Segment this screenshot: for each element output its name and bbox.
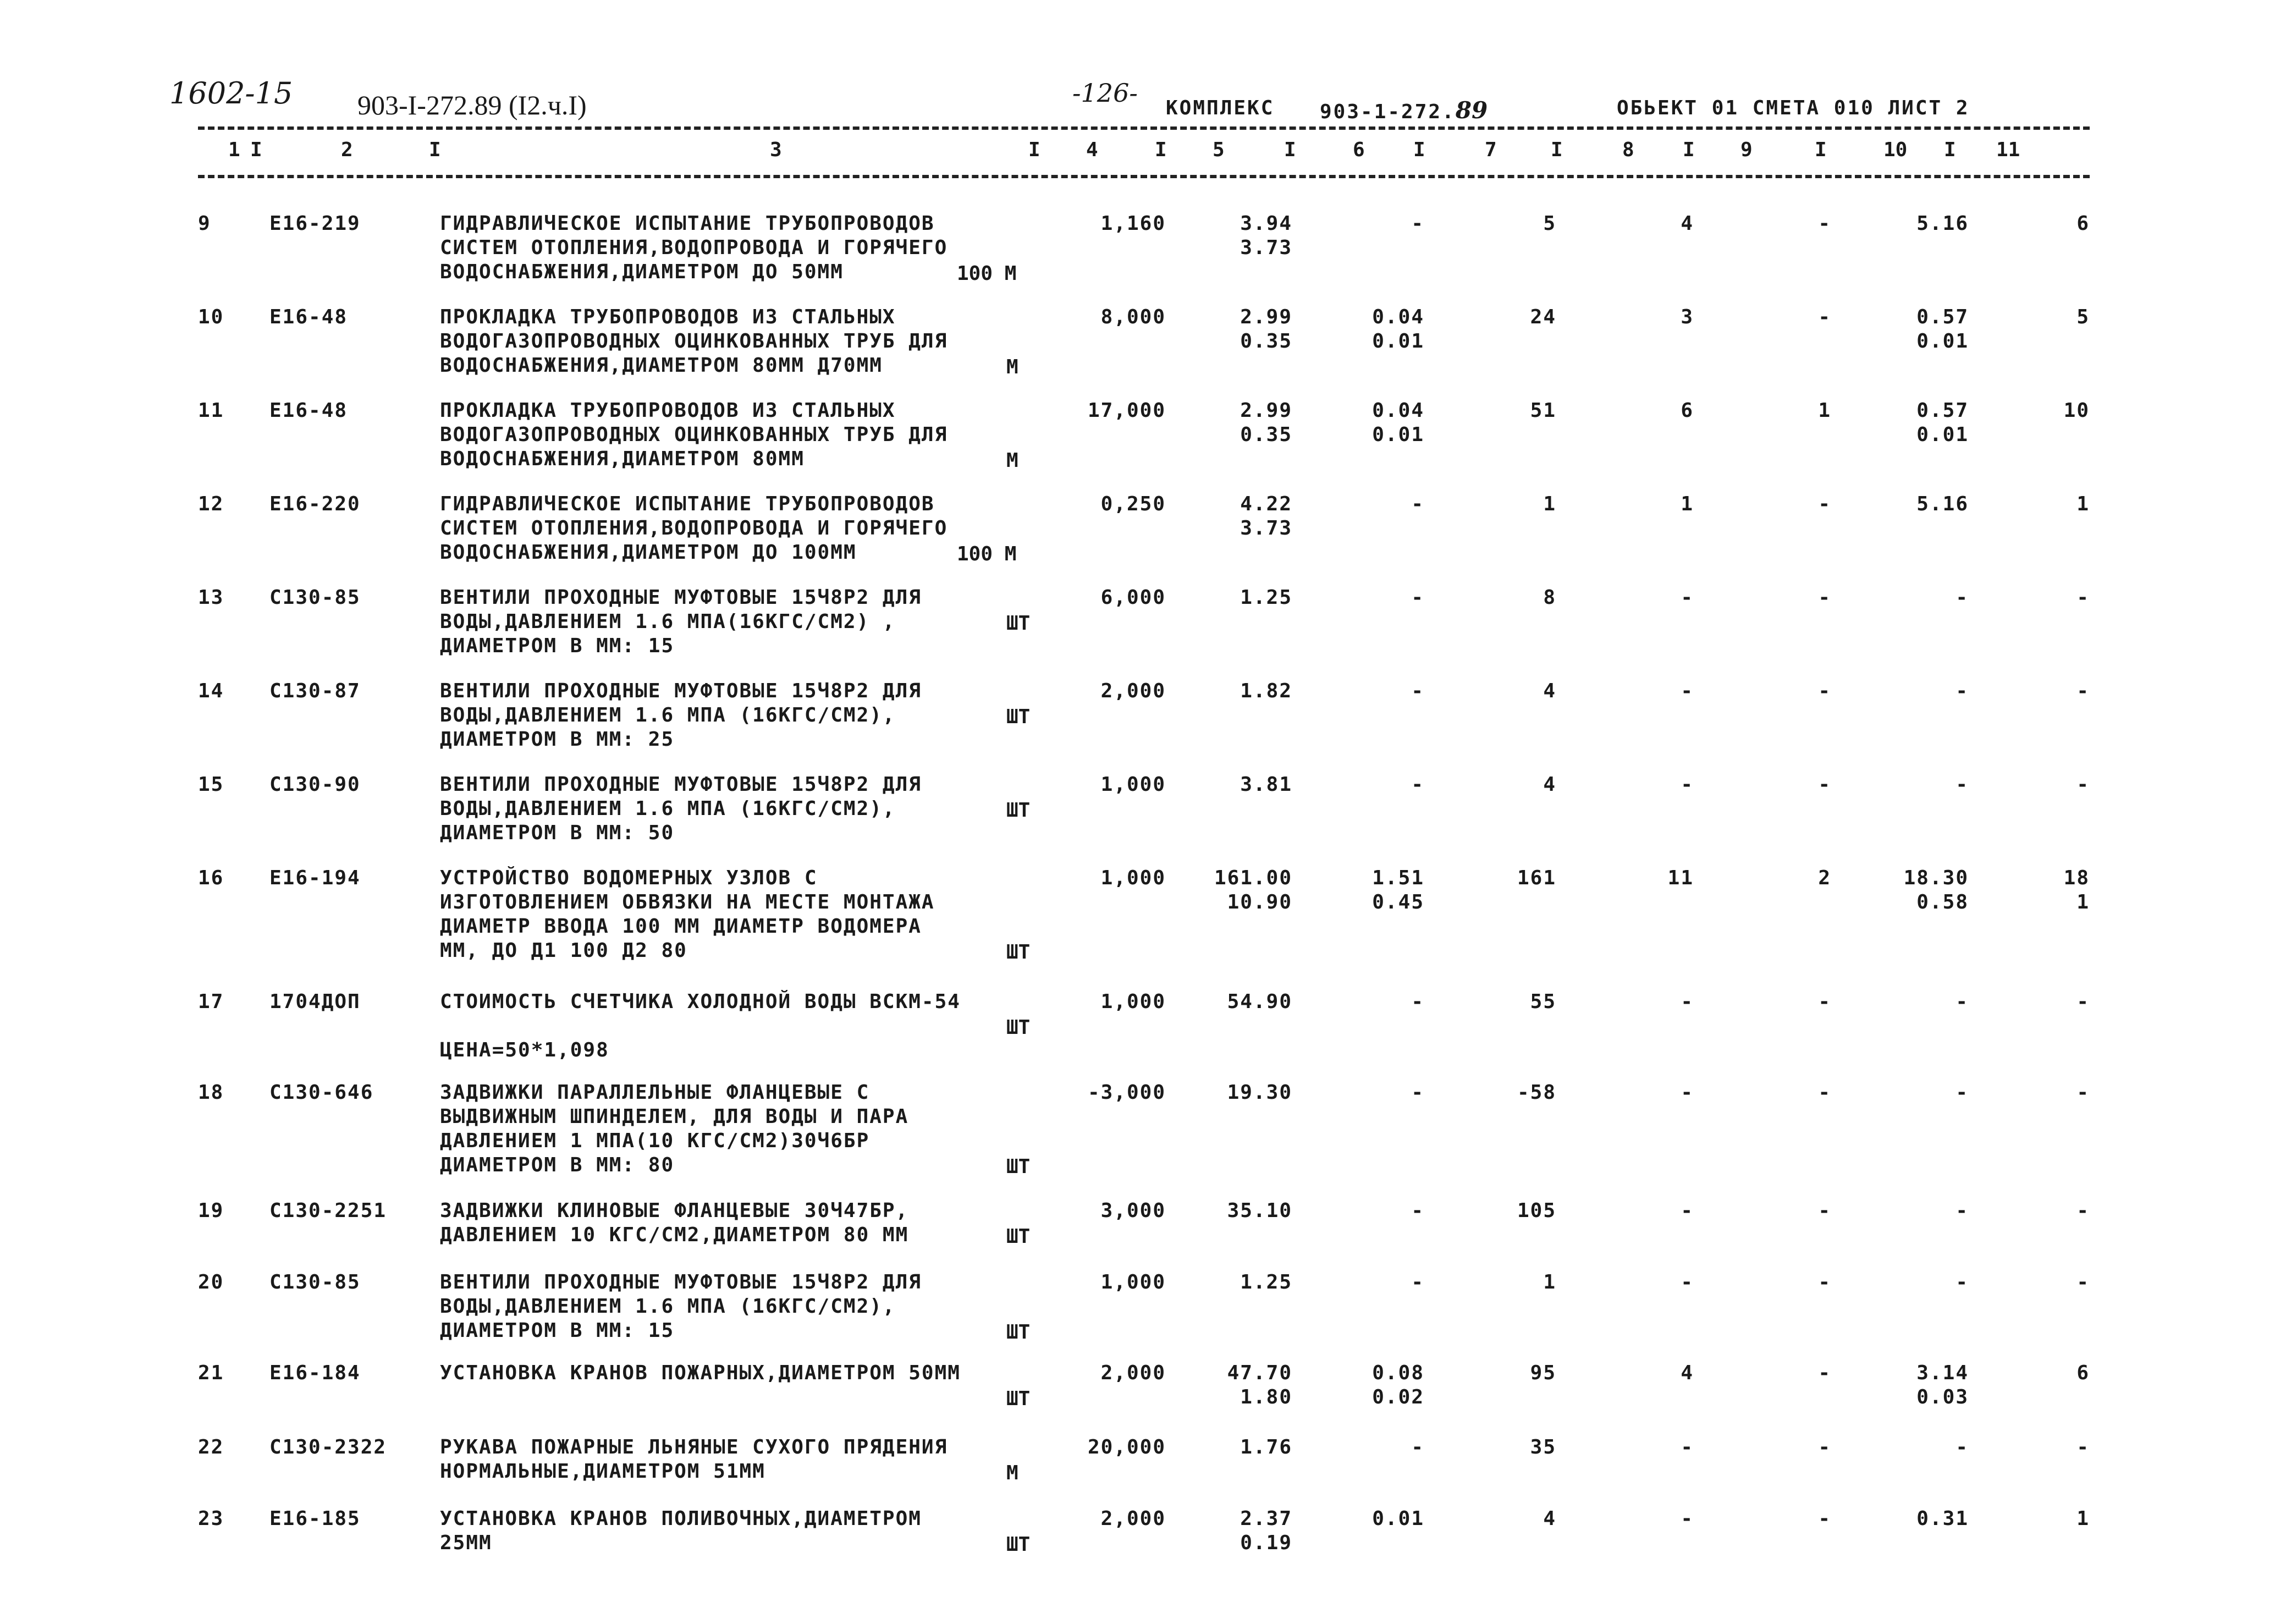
col-sep: I xyxy=(429,139,441,161)
unit-of-measure: ШТ xyxy=(1006,706,1031,728)
rate-code: С130-87 xyxy=(269,680,361,702)
row-number: 12 xyxy=(198,493,224,515)
unit-of-measure: ШТ xyxy=(1006,1321,1031,1344)
work-description: УСТАНОВКА КРАНОВ ПОЛИВОЧНЫХ,ДИАМЕТРОМ 25ММ xyxy=(440,1507,922,1554)
col11-value: 18 1 xyxy=(2063,867,2090,913)
col5-value: 161.00 10.90 xyxy=(1214,867,1292,913)
col-sep: I xyxy=(1028,139,1040,161)
col6-value: - xyxy=(1411,1436,1424,1458)
unit-of-measure: М xyxy=(1006,356,1018,378)
row-number: 14 xyxy=(198,680,224,702)
row-number: 9 xyxy=(198,212,211,235)
col9-value: - xyxy=(1818,493,1831,515)
col-num-7: 7 xyxy=(1485,139,1497,161)
col11-value: - xyxy=(2076,990,2090,1013)
col9-value: 1 xyxy=(1818,399,1831,422)
rate-code: Е16-194 xyxy=(269,867,361,889)
col6-value: - xyxy=(1411,1199,1424,1222)
col-num-9: 9 xyxy=(1740,139,1753,161)
quantity: 3,000 xyxy=(1100,1199,1166,1222)
rate-code: Е16-184 xyxy=(269,1362,361,1384)
col7-value: 55 xyxy=(1530,990,1556,1013)
col7-value: 8 xyxy=(1543,586,1556,609)
col8-value: 3 xyxy=(1681,306,1694,328)
col7-value: 5 xyxy=(1543,212,1556,235)
col10-value: - xyxy=(1956,1436,1969,1458)
col5-value: 35.10 xyxy=(1227,1199,1292,1222)
col9-value: - xyxy=(1818,1507,1831,1530)
row-number: 18 xyxy=(198,1081,224,1104)
col7-value: 4 xyxy=(1543,773,1556,796)
rate-code: Е16-220 xyxy=(269,493,361,515)
col5-value: 2.37 0.19 xyxy=(1240,1507,1292,1554)
rate-code: 1704ДОП xyxy=(269,990,361,1013)
col-sep: I xyxy=(1944,139,1956,161)
col5-value: 54.90 xyxy=(1227,990,1292,1013)
col9-value: - xyxy=(1818,773,1831,796)
col6-value: - xyxy=(1411,1081,1424,1104)
col7-value: 4 xyxy=(1543,680,1556,702)
col9-value: - xyxy=(1818,990,1831,1013)
rate-code: С130-85 xyxy=(269,586,361,609)
col9-value: - xyxy=(1818,586,1831,609)
object-info: ОБЬЕКТ 01 СМЕТА 010 ЛИСТ 2 xyxy=(1617,97,1970,119)
col6-value: - xyxy=(1411,493,1424,515)
col8-value: - xyxy=(1681,773,1694,796)
col5-value: 1.25 xyxy=(1240,1271,1292,1293)
unit-of-measure: ШТ xyxy=(1006,799,1031,822)
document-code: 903-I-272.89 (I2.ч.I) xyxy=(357,90,587,120)
col6-value: 1.51 0.45 xyxy=(1372,867,1424,913)
col-sep: I xyxy=(1413,139,1425,161)
col10-value: - xyxy=(1956,1199,1969,1222)
col7-value: 1 xyxy=(1543,1271,1556,1293)
col8-value: 1 xyxy=(1681,493,1694,515)
col-num-3: 3 xyxy=(770,139,782,161)
work-description: ПРОКЛАДКА ТРУБОПРОВОДОВ ИЗ СТАЛЬНЫХ ВОДОГАЗОПРОВОДНЫХ ОЦИНКОВАННЫХ ТРУБ ДЛЯ ВОДОСНАБЖЕНИЯ,ДИАМЕТРОМ 80ММ Д70ММ xyxy=(440,306,948,377)
work-description: ЗАДВИЖКИ КЛИНОВЫЕ ФЛАНЦЕВЫЕ 30Ч47БР, ДАВЛЕНИЕМ 10 КГС/СМ2,ДИАМЕТРОМ 80 ММ xyxy=(440,1199,909,1246)
col6-value: 0.04 0.01 xyxy=(1372,399,1424,446)
col5-value: 1.25 xyxy=(1240,586,1292,609)
col8-value: - xyxy=(1681,680,1694,702)
quantity: 2,000 xyxy=(1100,1362,1166,1384)
col10-value: - xyxy=(1956,586,1969,609)
quantity: 1,000 xyxy=(1100,1271,1166,1293)
complex-label: КОМПЛЕКС xyxy=(1166,97,1275,119)
col11-value: 5 xyxy=(2076,306,2090,328)
col8-value: - xyxy=(1681,1507,1694,1530)
col10-value: - xyxy=(1956,773,1969,796)
rate-code: С130-85 xyxy=(269,1271,361,1293)
col-num-5: 5 xyxy=(1213,139,1225,161)
col8-value: 6 xyxy=(1681,399,1694,422)
header-rule-bottom xyxy=(198,175,2090,178)
col5-value: 3.81 xyxy=(1240,773,1292,796)
col-num-8: 8 xyxy=(1622,139,1634,161)
col-num-10: 10 xyxy=(1883,139,1908,161)
rate-code: Е16-219 xyxy=(269,212,361,235)
work-description: ГИДРАВЛИЧЕСКОЕ ИСПЫТАНИЕ ТРУБОПРОВОДОВ СИСТЕМ ОТОПЛЕНИЯ,ВОДОПРОВОДА И ГОРЯЧЕГО ВОДОСНАБЖЕНИЯ,ДИАМЕТРОМ ДО 50ММ xyxy=(440,212,948,283)
handwritten-sheet-number: 1602-15 xyxy=(169,76,293,111)
col6-value: - xyxy=(1411,1271,1424,1293)
quantity: 1,000 xyxy=(1100,990,1166,1013)
col5-value: 2.99 0.35 xyxy=(1240,306,1292,353)
row-number: 11 xyxy=(198,399,224,422)
complex-code-printed: 903-1-272. xyxy=(1320,101,1456,123)
col5-value: 2.99 0.35 xyxy=(1240,399,1292,446)
quantity: 6,000 xyxy=(1100,586,1166,609)
unit-of-measure: 100 М xyxy=(957,262,1017,285)
quantity: 1,160 xyxy=(1100,212,1166,235)
col11-value: - xyxy=(2076,680,2090,702)
col10-value: 18.30 0.58 xyxy=(1903,867,1969,913)
col7-value: 24 xyxy=(1530,306,1556,328)
work-description: ВЕНТИЛИ ПРОХОДНЫЕ МУФТОВЫЕ 15Ч8Р2 ДЛЯ ВОДЫ,ДАВЛЕНИЕМ 1.6 МПА(16КГС/СМ2) , ДИАМЕТРОМ В ММ: 15 xyxy=(440,586,922,657)
col9-value: - xyxy=(1818,1436,1831,1458)
unit-of-measure: ШТ xyxy=(1006,1016,1031,1039)
col10-value: - xyxy=(1956,990,1969,1013)
quantity: 2,000 xyxy=(1100,680,1166,702)
col10-value: 5.16 xyxy=(1916,212,1969,235)
col6-value: - xyxy=(1411,680,1424,702)
col10-value: - xyxy=(1956,680,1969,702)
rate-code: Е16-48 xyxy=(269,306,348,328)
col5-value: 1.76 xyxy=(1240,1436,1292,1458)
col10-value: 0.57 0.01 xyxy=(1916,306,1969,353)
col7-value: 161 xyxy=(1517,867,1556,889)
row-number: 19 xyxy=(198,1199,224,1222)
work-description: ЗАДВИЖКИ ПАРАЛЛЕЛЬНЫЕ ФЛАНЦЕВЫЕ С ВЫДВИЖНЫМ ШПИНДЕЛЕМ, ДЛЯ ВОДЫ И ПАРА ДАВЛЕНИЕМ 1 МПА(10 КГС/СМ2)30Ч6БР ДИАМЕТРОМ В ММ: 80 xyxy=(440,1081,909,1176)
work-description: ГИДРАВЛИЧЕСКОЕ ИСПЫТАНИЕ ТРУБОПРОВОДОВ СИСТЕМ ОТОПЛЕНИЯ,ВОДОПРОВОДА И ГОРЯЧЕГО ВОДОСНАБЖЕНИЯ,ДИАМЕТРОМ ДО 100ММ xyxy=(440,493,948,564)
work-description: УСТРОЙСТВО ВОДОМЕРНЫХ УЗЛОВ С ИЗГОТОВЛЕНИЕМ ОБВЯЗКИ НА МЕСТЕ МОНТАЖА ДИАМЕТР ВВОДА 100 ММ ДИАМЕТР ВОДОМЕРА ММ, ДО Д1 100 Д2 80 xyxy=(440,867,935,962)
col10-value: - xyxy=(1956,1271,1969,1293)
row-number: 20 xyxy=(198,1271,224,1293)
col8-value: 4 xyxy=(1681,212,1694,235)
column-number-row xyxy=(0,139,2286,172)
col8-value: - xyxy=(1681,990,1694,1013)
col9-value: - xyxy=(1818,1081,1831,1104)
work-description: РУКАВА ПОЖАРНЫЕ ЛЬНЯНЫЕ СУХОГО ПРЯДЕНИЯ НОРМАЛЬНЫЕ,ДИАМЕТРОМ 51ММ xyxy=(440,1436,948,1483)
complex-code-handwritten-suffix: 89 xyxy=(1455,97,1488,124)
col5-value: 47.70 1.80 xyxy=(1227,1362,1292,1408)
rate-code: С130-90 xyxy=(269,773,361,796)
col-sep: I xyxy=(1155,139,1167,161)
col10-value: 3.14 0.03 xyxy=(1916,1362,1969,1408)
col11-value: - xyxy=(2076,1271,2090,1293)
col6-value: - xyxy=(1411,212,1424,235)
col8-value: - xyxy=(1681,1199,1694,1222)
col7-value: 35 xyxy=(1530,1436,1556,1458)
unit-of-measure: ШТ xyxy=(1006,1533,1031,1556)
col6-value: - xyxy=(1411,773,1424,796)
col-num-2: 2 xyxy=(341,139,353,161)
col8-value: 4 xyxy=(1681,1362,1694,1384)
col6-value: 0.01 xyxy=(1372,1507,1424,1530)
row-number: 13 xyxy=(198,586,224,609)
col7-value: 51 xyxy=(1530,399,1556,422)
col9-value: - xyxy=(1818,212,1831,235)
page-number: -126- xyxy=(1072,78,1138,108)
quantity: 2,000 xyxy=(1100,1507,1166,1530)
work-description: ВЕНТИЛИ ПРОХОДНЫЕ МУФТОВЫЕ 15Ч8Р2 ДЛЯ ВОДЫ,ДАВЛЕНИЕМ 1.6 МПА (16КГС/СМ2), ДИАМЕТРОМ В ММ: 25 xyxy=(440,680,922,751)
col-num-11: 11 xyxy=(1996,139,2020,161)
col-sep: I xyxy=(1551,139,1563,161)
col11-value: 1 xyxy=(2076,493,2090,515)
col-sep: I xyxy=(250,139,262,161)
col5-value: 1.82 xyxy=(1240,680,1292,702)
quantity: 20,000 xyxy=(1087,1436,1166,1458)
row-number: 22 xyxy=(198,1436,224,1458)
col11-value: - xyxy=(2076,773,2090,796)
row-number: 21 xyxy=(198,1362,224,1384)
col6-value: - xyxy=(1411,586,1424,609)
col10-value: 0.31 xyxy=(1916,1507,1969,1530)
row-number: 17 xyxy=(198,990,224,1013)
row-number: 23 xyxy=(198,1507,224,1530)
col9-value: - xyxy=(1818,1199,1831,1222)
row-number: 10 xyxy=(198,306,224,328)
rate-code: С130-2322 xyxy=(269,1436,387,1458)
col8-value: 11 xyxy=(1667,867,1694,889)
quantity: 0,250 xyxy=(1100,493,1166,515)
col11-value: 6 xyxy=(2076,212,2090,235)
work-description: ПРОКЛАДКА ТРУБОПРОВОДОВ ИЗ СТАЛЬНЫХ ВОДОГАЗОПРОВОДНЫХ ОЦИНКОВАННЫХ ТРУБ ДЛЯ ВОДОСНАБЖЕНИЯ,ДИАМЕТРОМ 80ММ xyxy=(440,399,948,470)
col8-value: - xyxy=(1681,1436,1694,1458)
unit-of-measure: ШТ xyxy=(1006,1225,1031,1248)
unit-of-measure: ШТ xyxy=(1006,1155,1031,1178)
col7-value: 105 xyxy=(1517,1199,1556,1222)
col-num-6: 6 xyxy=(1353,139,1365,161)
col7-value: 1 xyxy=(1543,493,1556,515)
quantity: 17,000 xyxy=(1087,399,1166,422)
col-sep: I xyxy=(1815,139,1827,161)
unit-of-measure: М xyxy=(1006,1462,1018,1484)
col11-value: 10 xyxy=(2063,399,2090,422)
col9-value: 2 xyxy=(1818,867,1831,889)
quantity: 1,000 xyxy=(1100,773,1166,796)
unit-of-measure: М xyxy=(1006,449,1018,472)
col5-value: 4.22 3.73 xyxy=(1240,493,1292,540)
col-sep: I xyxy=(1284,139,1296,161)
col9-value: - xyxy=(1818,680,1831,702)
work-description: ВЕНТИЛИ ПРОХОДНЫЕ МУФТОВЫЕ 15Ч8Р2 ДЛЯ ВОДЫ,ДАВЛЕНИЕМ 1.6 МПА (16КГС/СМ2), ДИАМЕТРОМ В ММ: 15 xyxy=(440,1271,922,1342)
header-rule-top xyxy=(198,126,2090,130)
col8-value: - xyxy=(1681,1081,1694,1104)
col7-value: 4 xyxy=(1543,1507,1556,1530)
unit-of-measure: ШТ xyxy=(1006,612,1031,635)
col6-value: - xyxy=(1411,990,1424,1013)
rate-code: С130-2251 xyxy=(269,1199,387,1222)
row-number: 16 xyxy=(198,867,224,889)
col11-value: - xyxy=(2076,1081,2090,1104)
col6-value: 0.04 0.01 xyxy=(1372,306,1424,353)
col5-value: 19.30 xyxy=(1227,1081,1292,1104)
quantity: -3,000 xyxy=(1087,1081,1166,1104)
col8-value: - xyxy=(1681,1271,1694,1293)
work-description: УСТАНОВКА КРАНОВ ПОЖАРНЫХ,ДИАМЕТРОМ 50ММ xyxy=(440,1362,961,1384)
rate-code: С130-646 xyxy=(269,1081,374,1104)
col9-value: - xyxy=(1818,306,1831,328)
col8-value: - xyxy=(1681,586,1694,609)
col9-value: - xyxy=(1818,1362,1831,1384)
col-num-1: 1 xyxy=(228,139,240,161)
col6-value: 0.08 0.02 xyxy=(1372,1362,1424,1408)
unit-of-measure: ШТ xyxy=(1006,941,1031,964)
complex-code xyxy=(1320,97,1488,124)
quantity: 1,000 xyxy=(1100,867,1166,889)
col-sep: I xyxy=(1683,139,1695,161)
col7-value: 95 xyxy=(1530,1362,1556,1384)
unit-of-measure: ШТ xyxy=(1006,1388,1031,1410)
col7-value: -58 xyxy=(1517,1081,1556,1104)
rate-code: Е16-185 xyxy=(269,1507,361,1530)
col10-value: 0.57 0.01 xyxy=(1916,399,1969,446)
col11-value: - xyxy=(2076,1199,2090,1222)
row-number: 15 xyxy=(198,773,224,796)
unit-of-measure: 100 М xyxy=(957,543,1017,565)
col11-value: - xyxy=(2076,1436,2090,1458)
col10-value: - xyxy=(1956,1081,1969,1104)
quantity: 8,000 xyxy=(1100,306,1166,328)
work-description: ВЕНТИЛИ ПРОХОДНЫЕ МУФТОВЫЕ 15Ч8Р2 ДЛЯ ВОДЫ,ДАВЛЕНИЕМ 1.6 МПА (16КГС/СМ2), ДИАМЕТРОМ В ММ: 50 xyxy=(440,773,922,844)
col11-value: 6 xyxy=(2076,1362,2090,1384)
col10-value: 5.16 xyxy=(1916,493,1969,515)
col11-value: 1 xyxy=(2076,1507,2090,1530)
col11-value: - xyxy=(2076,586,2090,609)
rate-code: Е16-48 xyxy=(269,399,348,422)
col5-value: 3.94 3.73 xyxy=(1240,212,1292,259)
work-description: СТОИМОСТЬ СЧЕТЧИКА ХОЛОДНОЙ ВОДЫ ВСКМ-54 ЦЕНА=50*1,098 xyxy=(440,990,961,1061)
col9-value: - xyxy=(1818,1271,1831,1293)
col-num-4: 4 xyxy=(1086,139,1098,161)
